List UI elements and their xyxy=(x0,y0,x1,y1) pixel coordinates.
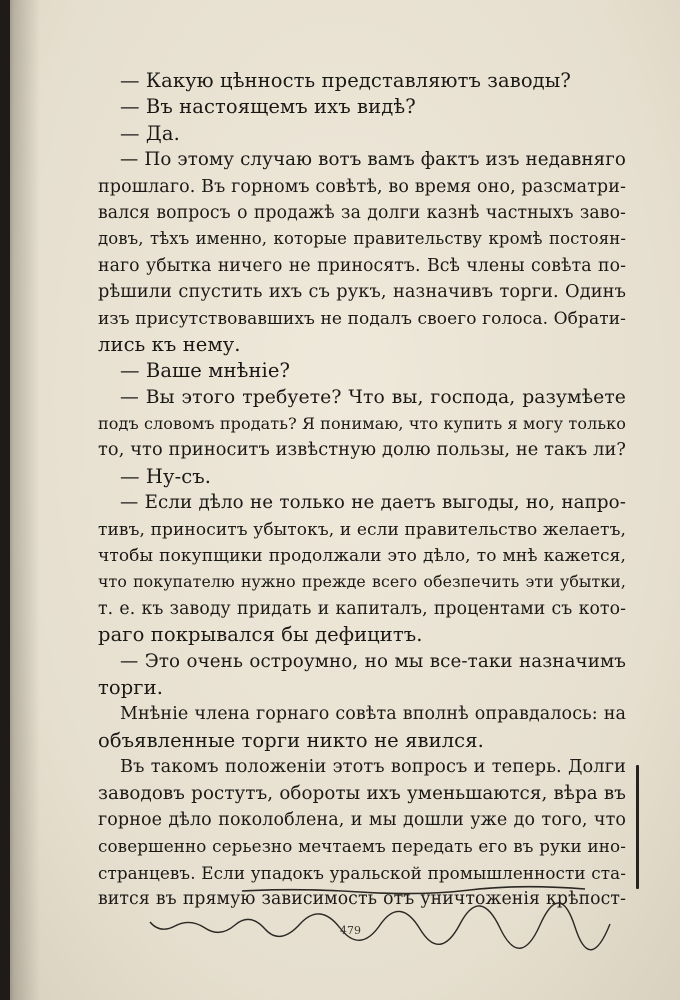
text-line: горное дѣло поколоблена, и мы дошли уже до того, что xyxy=(98,809,626,830)
text-line: что покупателю нужно прежде всего обезпечить эти убытки, xyxy=(98,572,626,592)
text-line: — Если дѣло не только не даетъ выгоды, но, напро- xyxy=(120,492,626,514)
text-line: — По этому случаю вотъ вамъ фактъ изъ недавняго xyxy=(120,149,626,171)
text-line: — Это очень остроумно, но мы все-таки назначимъ xyxy=(120,650,626,672)
text-line: — Да. xyxy=(120,121,180,145)
text-line: рѣшили спустить ихъ съ рукъ, назначивъ торги. Одинъ xyxy=(98,282,626,303)
spine-shadow xyxy=(0,0,10,1000)
text-line: странцевъ. Если упадокъ уральской промышленности ста- xyxy=(98,862,626,883)
text-line: подъ словомъ продать? Я понимаю, что купить я могу только xyxy=(98,414,626,434)
text-line: прошлаго. Въ горномъ совѣтѣ, во время оно, разсматри- xyxy=(98,176,626,197)
text-line: чтобы покупщики продолжали это дѣло, то мнѣ кажется, xyxy=(98,546,626,567)
text-line: — Въ настоящемъ ихъ видѣ? xyxy=(120,95,416,119)
margin-mark xyxy=(636,765,639,889)
text-line: лись къ нему. xyxy=(98,332,241,356)
text-line: — Ваше мнѣніе? xyxy=(120,359,291,383)
text-line: торги. xyxy=(98,675,164,699)
text-line: изъ присутствовавшихъ не подалъ своего голоса. Обрати- xyxy=(98,308,626,329)
text-line: тивъ, приноситъ убытокъ, и если правительство желаетъ, xyxy=(98,519,626,540)
text-line: наго убытка ничего не приносятъ. Всѣ члены совѣта по- xyxy=(98,255,626,276)
text-line: т. е. къ заводу придать и капиталъ, процентами съ кото- xyxy=(98,598,626,619)
text-line: довъ, тѣхъ именно, которые правительству кромѣ постоян- xyxy=(98,229,626,249)
text-line: вался вопросъ о продажѣ за долги казнѣ частныхъ заво- xyxy=(98,202,626,223)
text-line: объявленные торги никто не явился. xyxy=(98,728,484,752)
text-line: — Какую цѣнность представляютъ заводы? xyxy=(120,69,571,92)
text-line: — Вы этого требуете? Что вы, господа, разумѣете xyxy=(120,386,626,408)
text-line: раго покрывался бы дефицитъ. xyxy=(98,623,423,647)
text-line: то, что приноситъ извѣстную долю пользы, не такъ ли? xyxy=(98,440,626,461)
text-line: Мнѣніе члена горнаго совѣта вполнѣ оправдалось: на xyxy=(120,704,626,725)
text-line: совершенно серьезно мечтаемъ передать его въ руки ино- xyxy=(98,836,626,857)
body-text xyxy=(98,68,626,913)
text-line: вится въ прямую зависимость отъ уничтоженія крѣпост- xyxy=(98,889,626,910)
text-line: — Ну-съ. xyxy=(120,464,212,488)
text-line: Въ такомъ положеніи этотъ вопросъ и теперь. Долги xyxy=(120,757,626,778)
text-line: заводовъ ростутъ, обороты ихъ уменьшаются, вѣра въ xyxy=(98,782,626,804)
page-number: 479 xyxy=(340,924,361,937)
